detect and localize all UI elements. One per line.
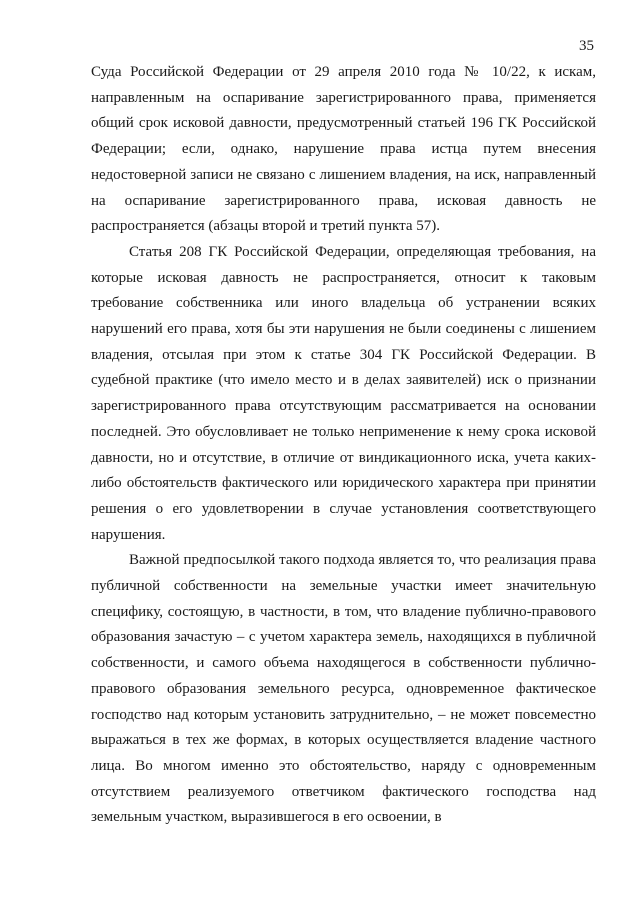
paragraph-continuation: Суда Российской Федерации от 29 апреля 2010 года № 10/22, к искам, направленным на оспаривание зарегистрированного права, применяется общий срок исковой давности, предусмотренный статьей 196 ГК Российской Федерации; если, однако, нарушение права истца путем внесения недостоверной записи не связано с лишением владения, на иск, направленный на оспаривание зарегистрированного права, исковая давность не распространяется (абзацы второй и третий пункта 57). [91,64,596,235]
page-number: 35 [579,38,594,54]
paragraph-public-ownership: Важной предпосылкой такого подхода является то, что реализация права публичной собственности на земельные участки имеет значительную специфику, состоящую, в частности, в том, что владение публично-правового образования зачастую – с учетом характера земель, находящихся в публичной собственности, и самого объема находящегося в собственности публично-правового образования земельного ресурса, одновременное фактическое господство над которым установить затруднительно, – не может повсеместно выражаться в тех же формах, в которых осуществляется владение частного лица. Во многом именно это обстоятельство, наряду с одновременным отсутствием реализуемого ответчиком фактического господства над земельным участком, выразившегося в его освоении, в [91,552,596,826]
document-body [91,60,596,831]
paragraph-article-208: Статья 208 ГК Российской Федерации, определяющая требования, на которые исковая давность не распространяется, относит к таковым требование собственника или иного владельца об устранении всяких нарушений его права, хотя бы эти нарушения не были соединены с лишением владения, отсылая при этом к статье 304 ГК Российской Федерации. В судебной практике (что имело место и в делах заявителей) иск о признании зарегистрированного права отсутствующим рассматривается на основании последней. Это обусловливает не только неприменение к нему срока исковой давности, но и отсутствие, в отличие от виндикационного иска, учета каких-либо обстоятельств фактического или юридического характера при принятии решения о его удовлетворении в случае установления соответствующего нарушения. [91,243,596,543]
